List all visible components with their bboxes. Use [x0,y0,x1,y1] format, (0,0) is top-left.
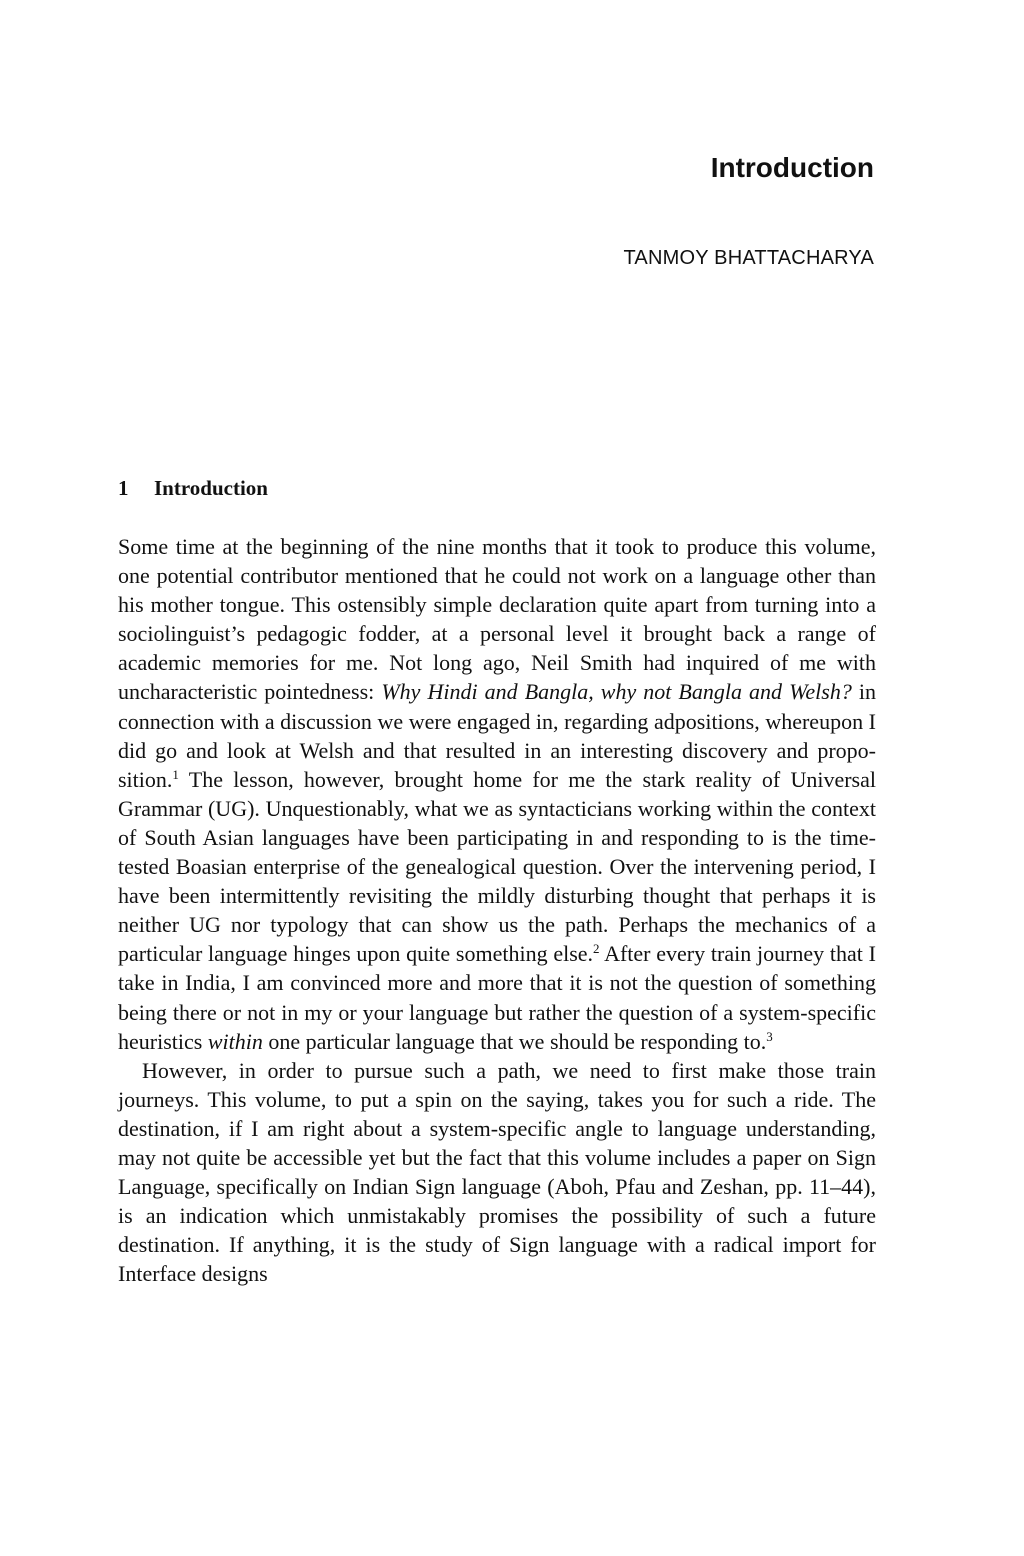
footnote-marker-2[interactable]: 2 [593,941,600,957]
section-number: 1 [118,476,129,500]
section-heading [118,474,878,502]
paragraph-1-sentence-2: in connection with a discussion we were engaged in, regarding adpositions, whereupon I did go and look at Welsh and that resulted in an interesting discovery and proposition. [118,679,876,792]
paragraph-1-sentence-4: After every train journey that I take in India, I am convinced more and more that it is not the question of something being there or not in my or your language but rather the question of a system-specific heuristics [118,941,876,1054]
section-title: Introduction [154,476,268,500]
body-text [118,532,876,1288]
chapter-title: Introduction [710,152,874,183]
quoted-question: Why Hindi and Bangla, why not Bangla and Welsh? [381,679,852,705]
footnote-marker-1[interactable]: 1 [172,766,179,782]
paragraph-1 [118,532,876,1056]
paragraph-1-sentence-3: The lesson, however, brought home for me the stark reality of Universal Grammar (UG). Unquestionably, what we as syntacticians working within the context of South Asian languages have been participating in and responding to is the time-tested Boasian enterprise of the genealogical question. Over the intervening period, I have been intermittently revisiting the mildly disturbing thought that perhaps it is neither UG nor typology that can show us the path. Perhaps the mechanics of a particular language hinges upon quite something else. [118,766,876,967]
author-name: TANMOY BHATTACHARYA [623,247,874,269]
emphasis-within: within [207,1028,263,1054]
footnote-marker-3[interactable]: 3 [766,1028,773,1044]
paragraph-2: However, in order to pursue such a path, we need to first make those train journeys. This volume, to put a spin on the saying, takes you for such a ride. The destination, if I am right about a system-specific angle to language understanding, may not quite be accessible yet but the fact that this volume includes a paper on Sign Language, specifically on Indian Sign language (Aboh, Pfau and Zeshan, pp. 11–44), is an indication which unmistakably promises the possibility of such a future destination. If anything, it is the study of Sign language with a radical import for Interface designs [118,1057,876,1287]
paragraph-1-sentence-5: one particular language that we should be responding to. [262,1028,767,1054]
paragraph-1-sentence-1: Some time at the beginning of the nine months that it took to produce this volume, one potential contributor mentioned that he could not work on a language other than his mother tongue. This ostensibly simple declaration quite apart from turning into a sociolinguist’s pedagogic fodder, at a personal level it brought back a range of academic memories for me. Not long ago, Neil Smith had inquired of me with uncharacteristic pointedness: [118,534,876,705]
